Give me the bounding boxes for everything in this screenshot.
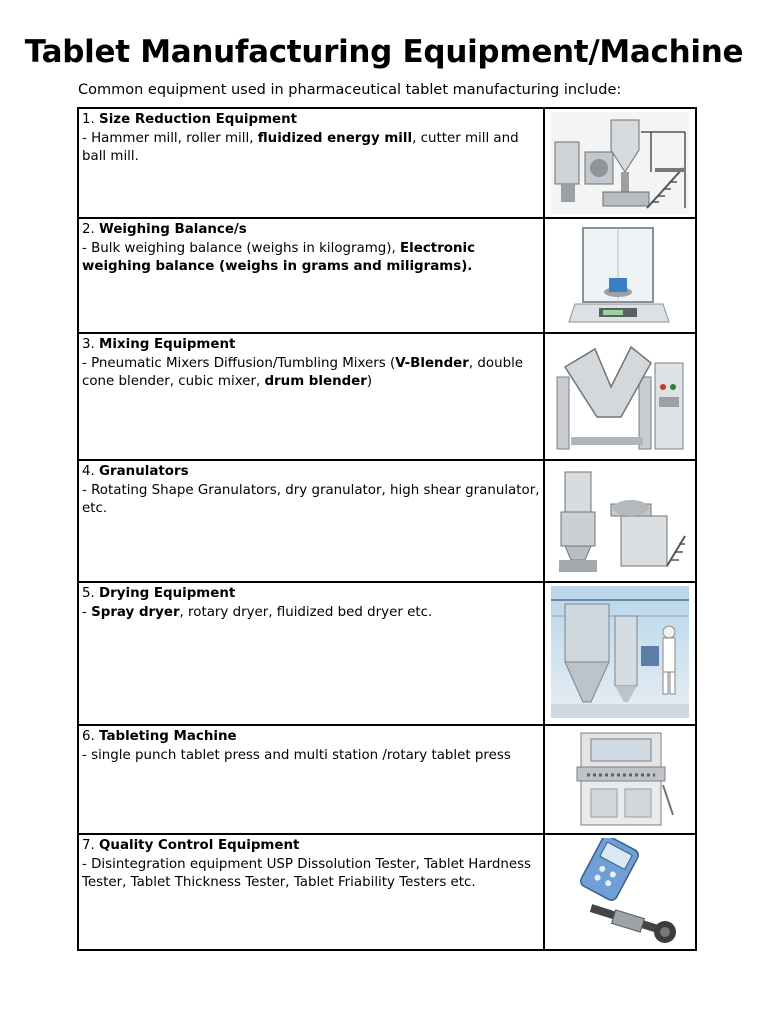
row-image-cell: [544, 725, 696, 834]
row-image-cell: [544, 108, 696, 218]
page-title: Tablet Manufacturing Equipment/Machine: [24, 34, 744, 70]
row-number: 4.: [82, 464, 95, 479]
row-body: - Spray dryer, rotary dryer, fluidized bed dryer etc.: [82, 604, 433, 620]
table-row: [78, 333, 696, 460]
table-row: [78, 725, 696, 834]
intro-text: Common equipment used in pharmaceutical tablet manufacturing include:: [78, 82, 622, 98]
row-heading: Quality Control Equipment: [99, 838, 300, 853]
v-blender-image: [551, 337, 689, 455]
row-text-cell: [78, 834, 544, 950]
granulator-image: [551, 464, 689, 576]
row-text-cell: [78, 582, 544, 725]
table-row: [78, 108, 696, 218]
row-image-cell: [544, 333, 696, 460]
size-reduction-machine-image: [551, 112, 689, 214]
spray-dryer-image: [551, 586, 689, 718]
row-heading: Drying Equipment: [99, 586, 236, 601]
row-number: 7.: [82, 838, 95, 853]
row-text-cell: [78, 108, 544, 218]
row-body: - Rotating Shape Granulators, dry granulator, high shear granulator, etc.: [82, 482, 540, 516]
row-text-cell: [78, 460, 544, 582]
table-row: [78, 582, 696, 725]
row-image-cell: [544, 834, 696, 950]
row-number: 5.: [82, 586, 95, 601]
row-number: 3.: [82, 337, 95, 352]
row-image-cell: [544, 460, 696, 582]
row-image-cell: [544, 218, 696, 333]
row-number: 1.: [82, 112, 95, 127]
rotary-tablet-press-image: [551, 729, 689, 831]
row-heading: Weighing Balance/s: [99, 222, 247, 237]
row-heading: Size Reduction Equipment: [99, 112, 298, 127]
row-number: 2.: [82, 222, 95, 237]
table-row: [78, 834, 696, 950]
row-heading: Granulators: [99, 464, 189, 479]
hardness-tester-image: [551, 838, 689, 948]
analytical-balance-image: [551, 222, 689, 330]
row-body: - Pneumatic Mixers Diffusion/Tumbling Mixers (V-Blender, double cone blender, cubic mixer, drum blender): [82, 355, 524, 389]
row-number: 6.: [82, 729, 95, 744]
table-row: [78, 218, 696, 333]
row-text-cell: [78, 725, 544, 834]
row-body: - single punch tablet press and multi station /rotary tablet press: [82, 747, 511, 763]
row-body: - Disintegration equipment USP Dissolution Tester, Tablet Hardness Tester, Tablet Thickness Tester, Tablet Friability Testers etc.: [82, 856, 532, 890]
row-text-cell: [78, 333, 544, 460]
row-image-cell: [544, 582, 696, 725]
table-row: [78, 460, 696, 582]
row-heading: Mixing Equipment: [99, 337, 236, 352]
row-body: - Bulk weighing balance (weighs in kilogramg), Electronic weighing balance (weighs in grams and miligrams).: [82, 240, 476, 274]
row-text-cell: [78, 218, 544, 333]
row-body: - Hammer mill, roller mill, fluidized energy mill, cutter mill and ball mill.: [82, 130, 519, 164]
row-heading: Tableting Machine: [99, 729, 237, 744]
equipment-table: [77, 107, 697, 951]
